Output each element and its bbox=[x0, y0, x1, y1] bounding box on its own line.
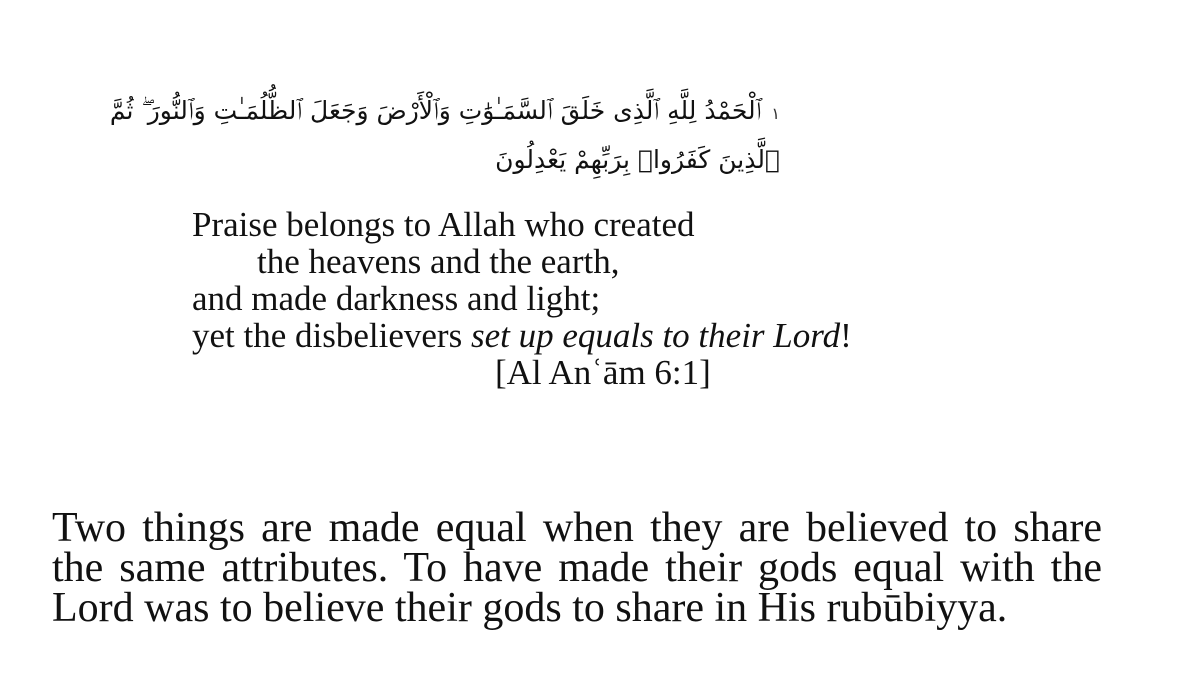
translation-line-4-plain: yet the disbelievers bbox=[192, 316, 471, 355]
arabic-verse-line-1 bbox=[109, 88, 780, 137]
translation-line-4-italic: set up equals to their Lord bbox=[470, 316, 841, 355]
verse-reference: [Al Anʿām 6:1] bbox=[495, 353, 711, 392]
verse-translation bbox=[192, 206, 852, 391]
translation-line-2: the heavens and the earth, bbox=[257, 242, 620, 281]
translation-line-3: and made darkness and light; bbox=[192, 279, 601, 318]
verse-number: ١ bbox=[771, 104, 780, 123]
arabic-verse bbox=[109, 88, 780, 183]
arabic-verse-line-2 bbox=[190, 137, 780, 183]
arabic-text-line-1: ٱلْحَمْدُ لِلَّهِ ٱلَّذِى خَلَقَ ٱلسَّمَـٰوَٰتِ وَٱلْأَرْضَ وَجَعَلَ ٱلظُّلُمَـٰتِ وَٱلنُّورَ ۖ ثُمَّ bbox=[109, 96, 762, 125]
translation-line-1: Praise belongs to Allah who created bbox=[192, 205, 695, 244]
arabic-text-line-2: ٱلَّذِينَ كَفَرُوا۟ بِرَبِّهِمْ يَعْدِلُونَ bbox=[495, 145, 780, 174]
translation-line-4-end: ! bbox=[840, 316, 852, 355]
commentary-paragraph: Two things are made equal when they are believed to share the same attributes. To have made their gods equal with the Lord was to believe their gods to share in His rubūbiyya. bbox=[52, 505, 1102, 631]
translation-line-4 bbox=[192, 317, 852, 354]
